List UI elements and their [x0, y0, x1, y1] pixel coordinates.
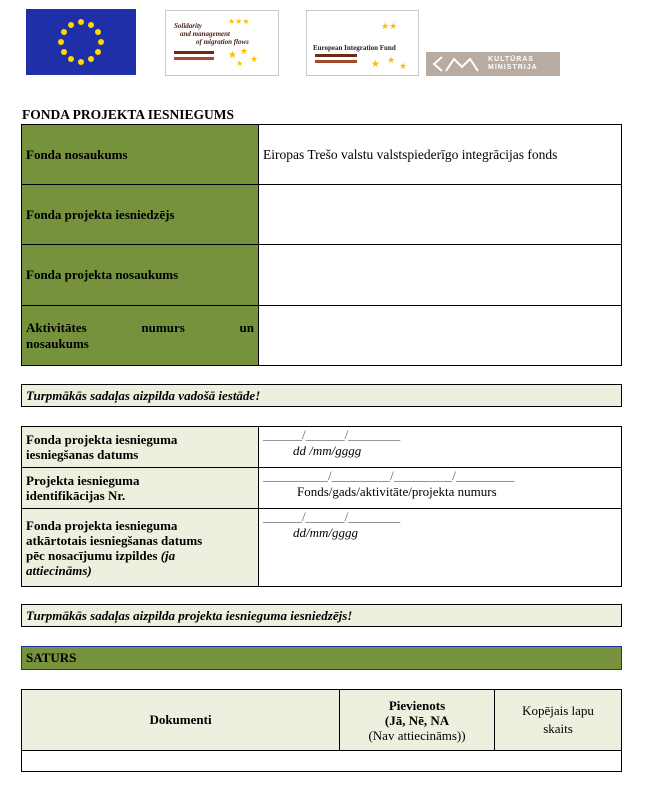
submission-date-blank: ______/______/________ — [263, 427, 401, 442]
table-row — [22, 306, 622, 366]
applicant-note: Turpmākās sadaļas aizpilda projekta iesnieguma iesniedzējs! — [21, 604, 622, 627]
solidarity-logo-line1: Solidarity — [174, 22, 203, 30]
resubmission-date-label-italic: (ja — [160, 547, 176, 563]
logo-stripe — [315, 60, 357, 63]
contents-heading: SATURS — [21, 646, 622, 670]
star-cluster-icon — [367, 19, 415, 71]
resubmission-date-label-line2: atkārtotais iesniegšanas datums — [26, 532, 203, 548]
table-row — [22, 468, 622, 509]
table-row — [22, 509, 622, 587]
page-count-column-header — [495, 690, 622, 751]
submission-date-label-line1: Fonda projekta iesnieguma — [26, 432, 178, 447]
eif-logo-label: European Integration Fund — [313, 44, 396, 52]
svg-text:★: ★ — [228, 50, 237, 61]
admin-info-table — [21, 426, 622, 587]
applicant-field[interactable] — [259, 185, 622, 245]
solidarity-logo-line3: of migration flows — [196, 38, 249, 46]
fund-name-label: Fonda nosaukums — [22, 125, 259, 185]
eu-flag-logo — [26, 9, 136, 75]
activity-label — [22, 306, 259, 366]
svg-text:★: ★ — [399, 62, 408, 71]
id-number-label-line2: identifikācijas Nr. — [26, 488, 126, 503]
applicant-label: Fonda projekta iesniedzējs — [22, 185, 259, 245]
table-row — [22, 427, 622, 468]
fund-info-table — [21, 124, 622, 366]
submission-date-label — [22, 427, 259, 468]
star-cluster-icon — [226, 46, 266, 68]
project-name-label: Fonda projekta nosaukums — [22, 245, 259, 306]
svg-text:★: ★ — [240, 47, 249, 57]
id-number-label-line1: Projekta iesnieguma — [26, 473, 140, 488]
resubmission-date-format-hint: dd/mm/gggg — [293, 525, 358, 540]
km-logo-line1: KULTŪRAS — [488, 56, 534, 63]
documents-column-header: Dokumenti — [22, 690, 340, 751]
submission-date-field[interactable] — [259, 427, 622, 468]
logo-stripe — [315, 54, 357, 57]
resubmission-date-field[interactable] — [259, 509, 622, 587]
id-number-format-hint: Fonds/gads/aktivitāte/projekta numurs — [297, 484, 497, 499]
fund-name-value: Eiropas Trešo valstu valstspiederīgo integrācijas fonds — [259, 125, 622, 185]
resubmission-date-blank: ______/______/________ — [263, 509, 401, 524]
svg-text:★★★: ★★★ — [228, 17, 250, 26]
submission-date-format-hint: dd /mm/gggg — [293, 443, 362, 458]
star-cluster-icon — [226, 13, 256, 27]
id-number-blank: __________/_________/_________/_________ — [263, 468, 515, 483]
kulturas-ministrija-logo — [426, 52, 560, 76]
svg-text:★: ★ — [387, 56, 396, 66]
activity-field[interactable] — [259, 306, 622, 366]
european-integration-fund-logo — [306, 10, 419, 76]
activity-label-line2: nosaukums — [26, 335, 89, 351]
resubmission-date-label-line4: attiecināms) — [26, 562, 92, 578]
table-header-row — [22, 690, 622, 751]
page-count-header-line2: skaits — [543, 721, 573, 736]
logo-stripe — [174, 57, 214, 60]
attached-column-header — [340, 690, 495, 751]
managing-authority-note: Turpmākās sadaļas aizpilda vadošā iestāde! — [21, 384, 622, 407]
attached-header-line1: Pievienots — [388, 697, 446, 713]
attached-header-line2: (Jā, Nē, NA — [384, 712, 450, 728]
resubmission-date-label-line1: Fonda projekta iesnieguma — [26, 517, 178, 533]
solidarity-fund-logo — [165, 10, 279, 76]
document-entry-cell[interactable] — [22, 751, 622, 772]
id-number-field[interactable] — [259, 468, 622, 509]
table-row — [22, 185, 622, 245]
submission-date-label-line2: iesniegšanas datums — [26, 447, 139, 462]
documents-table — [21, 689, 622, 772]
ministry-emblem-icon — [432, 55, 484, 73]
page-count-header-line1: Kopējais lapu — [522, 703, 594, 718]
activity-label-line1: Aktivitātes numurs un — [26, 319, 254, 335]
page-title: FONDA PROJEKTA IESNIEGUMS — [22, 107, 235, 122]
resubmission-date-label — [22, 509, 259, 587]
logo-stripe — [174, 51, 214, 54]
project-name-field[interactable] — [259, 245, 622, 306]
table-row — [22, 125, 622, 185]
eu-stars-icon — [26, 9, 136, 75]
svg-text:★: ★ — [236, 59, 244, 68]
id-number-label — [22, 468, 259, 509]
attached-header-line3: (Nav attiecināms)) — [368, 727, 466, 743]
table-row — [22, 245, 622, 306]
table-row — [22, 751, 622, 772]
svg-text:★★: ★★ — [381, 22, 398, 32]
solidarity-logo-line2: and management — [180, 30, 230, 38]
resubmission-date-label-line3: pēc nosacījumu izpildes — [26, 547, 158, 563]
svg-text:★: ★ — [250, 55, 259, 65]
km-logo-line2: MINISTRIJA — [488, 64, 538, 71]
svg-text:★: ★ — [371, 59, 380, 70]
